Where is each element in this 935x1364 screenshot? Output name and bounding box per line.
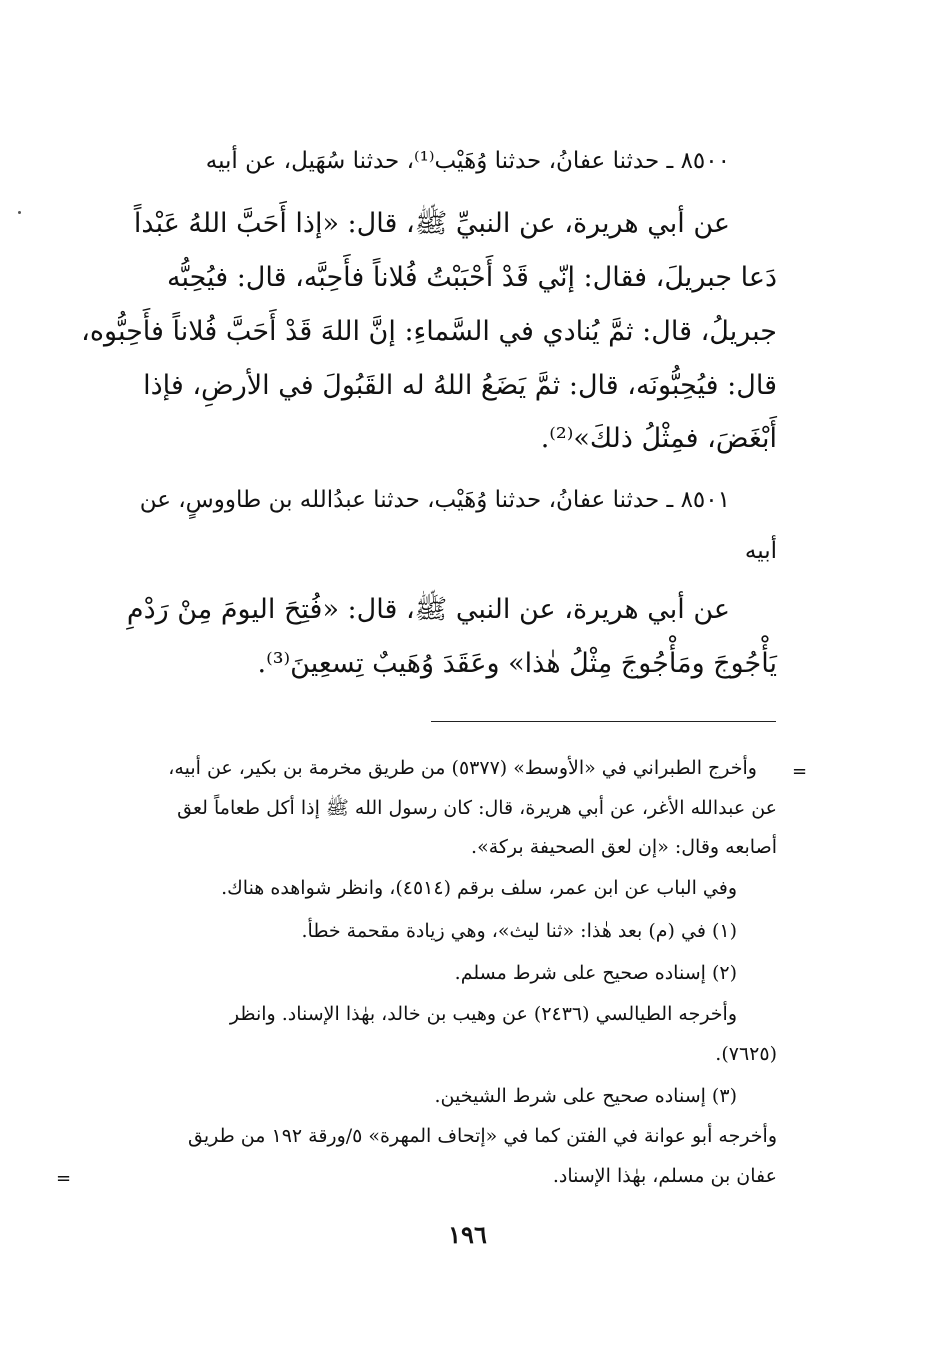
footnote-line: عفان بن مسلم، بهٰذا الإسناد.	[552, 1165, 777, 1187]
hadith-8501-header: ٨٥٠١ ـ حدثنا عفانُ، حدثنا وُهَيْب، حدثنا عبدُالله بن طاووسٍ، عن	[139, 487, 730, 513]
hadith-8500-line-5: أَبْغَضَ، فمِثْلُ ذلكَ»⁽²⁾.	[540, 423, 777, 454]
footnote-line: وفي الباب عن ابن عمر، سلف برقم (٤٥١٤)، وانظر شواهده هناك.	[221, 877, 737, 899]
footnote-3: (٣) إسناده صحيح على شرط الشيخين.	[434, 1085, 737, 1107]
hadith-8500-line-2: دَعا جبريلَ، فقال: إنّي قَدْ أَحْبَبْتُ فُلاناً فأَحِبَّه، قال: فيُحِبُّه	[167, 262, 777, 293]
footnote-2: (٢) إسناده صحيح على شرط مسلم.	[454, 962, 737, 984]
footnote-1: (١) في (م) بعد هٰذا: «ثنا ليث»، وهي زيادة مقحمة خطأ.	[301, 920, 737, 942]
footnote-continues-mark: =	[56, 1168, 72, 1189]
hadith-8501-line-2: يَأْجُوجَ ومَأْجُوجَ مِثْلُ هٰذا» وعَقَدَ وُهَيبٌ تِسعِينَ⁽³⁾.	[257, 648, 777, 679]
hadith-8501-header-continued: أبيه	[744, 538, 777, 564]
footnote-continued-mark: =	[792, 761, 808, 782]
footnote-line: (٧٦٢٥).	[715, 1043, 777, 1065]
footnote-line: وأخرج الطبراني في «الأوسط» (٥٣٧٧) من طريق مخرمة بن بكير، عن أبيه،	[168, 757, 757, 779]
hadith-8500-line-3: جبريلُ، قال: ثمَّ يُنادي في السَّماءِ: إنَّ اللهَ قَدْ أَحَبَّ فُلاناً فأَحِبُّوه،	[81, 316, 777, 347]
footnote-line: عن عبدالله الأغر، عن أبي هريرة، قال: كان رسول الله ﷺ إذا أكل طعاماً لعق	[177, 797, 777, 819]
footnote-separator	[431, 721, 776, 722]
hadith-8500-line-4: قال: فيُحِبُّونَه، قال: ثمَّ يَضَعُ اللهُ له القَبُولَ في الأرضِ، فإذا	[143, 370, 777, 401]
footnote-line: أصابعه وقال: «إن لعق الصحيفة بركة».	[471, 836, 777, 858]
hadith-8500-line-1: عن أبي هريرة، عن النبيِّ ﷺ، قال: «إذا أَحَبَّ اللهُ عَبْداً	[133, 208, 730, 239]
hadith-8501-line-1: عن أبي هريرة، عن النبي ﷺ، قال: «فُتِحَ اليومَ مِنْ رَدْمِ	[126, 594, 730, 625]
page-number: ١٩٦	[448, 1220, 487, 1249]
footnote-line: وأخرجه الطيالسي (٢٤٣٦) عن وهيب بن خالد، بهٰذا الإسناد. وانظر	[229, 1003, 737, 1025]
footnote-line: وأخرجه أبو عوانة في الفتن كما في «إتحاف المهرة» ٥/ورقة ١٩٢ من طريق	[188, 1125, 777, 1147]
margin-speck	[18, 211, 21, 214]
hadith-8500-header: ٨٥٠٠ ـ حدثنا عفانُ، حدثنا وُهَيْب⁽¹⁾، حدثنا سُهَيل، عن أبيه	[205, 148, 730, 174]
